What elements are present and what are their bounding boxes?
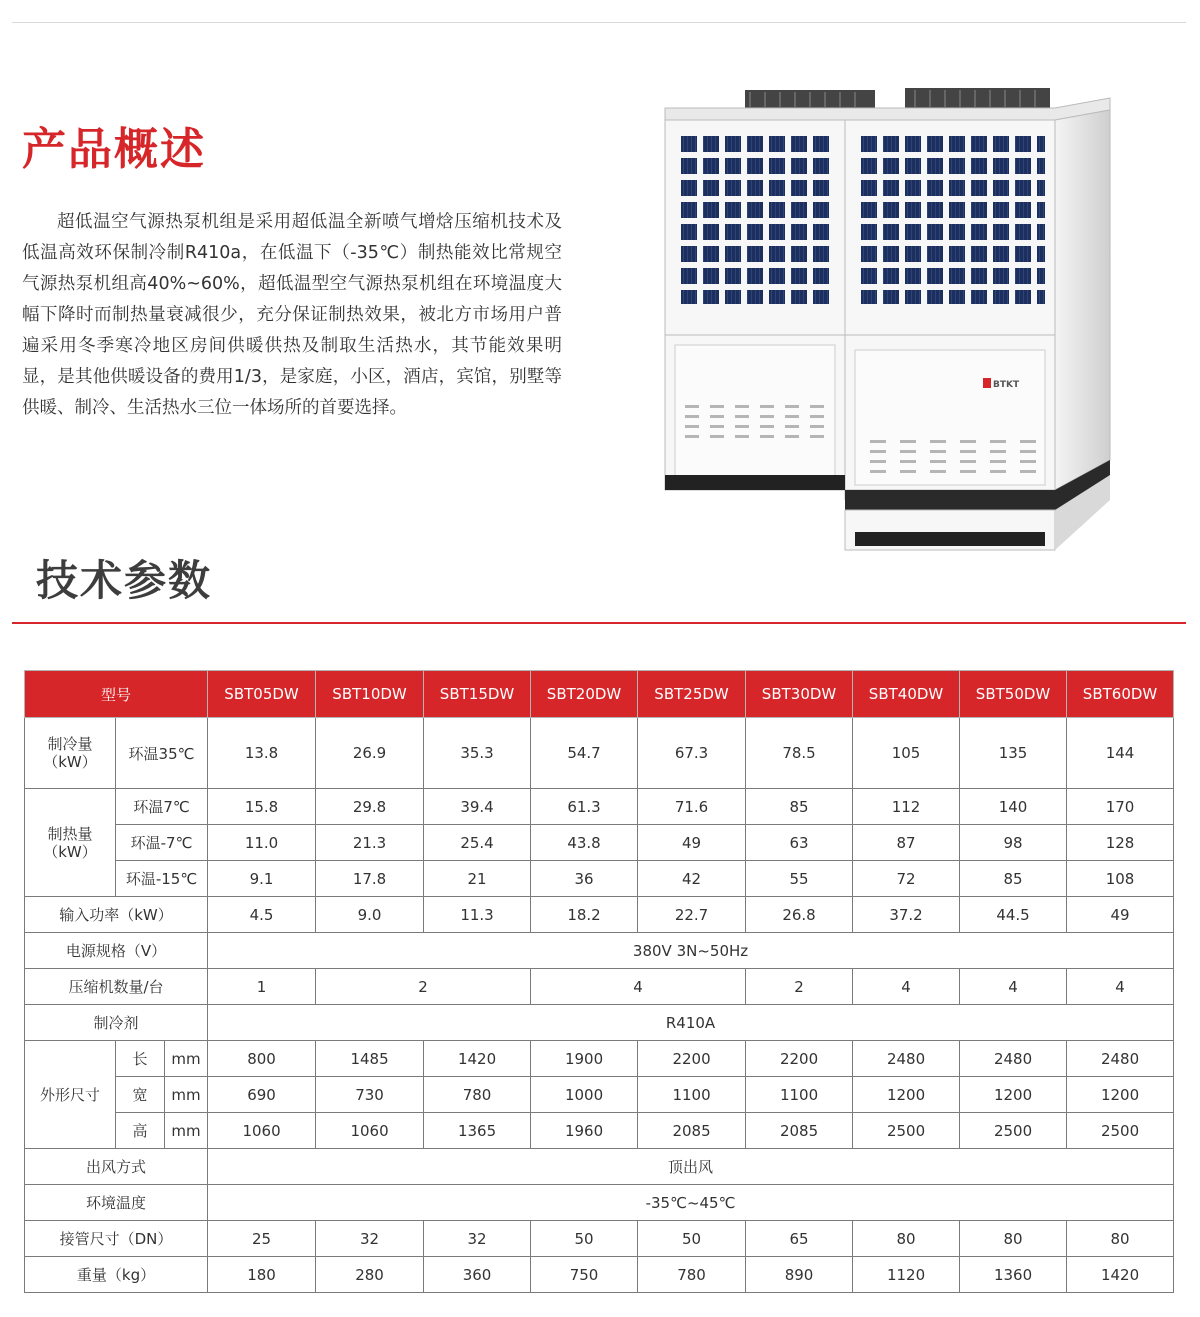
cooling-label: 制冷量 （kW） [25,718,116,789]
cell: 49 [1067,897,1174,933]
cell: 98 [960,825,1067,861]
cell: 29.8 [316,789,424,825]
heating-condition: 环温-15℃ [116,861,208,897]
params-title: 技术参数 [36,556,213,605]
dimension-name: 高 [116,1113,165,1149]
cell: 35.3 [424,718,531,789]
table-header-row [25,671,1174,718]
cell: 50 [638,1221,746,1257]
cell: 2 [316,969,531,1005]
pipe-size-row [25,1221,1174,1257]
overview-paragraph: 超低温空气源热泵机组是采用超低温全新喷气增焓压缩机技术及低温高效环保制冷制R410a，在低温下（-35℃）制热能效比常规空气源热泵机组高40%~60%，超低温型空气源热泵机组在环境温度大幅下降时而制热量衰减很少，充分保证制热效果，被北方市场用户普遍采用冬季寒冷地区房间供暖供热及制取生活热水，其节能效果明显，是其他供暖设备的费用1/3，是家庭，小区，酒店，宾馆，别墅等供暖、制冷、生活热水三位一体场所的首要选择。 [22,212,562,418]
cell: 54.7 [531,718,638,789]
cell: 55 [746,861,853,897]
cell: 144 [1067,718,1174,789]
input-power-row [25,897,1174,933]
cell: 105 [853,718,960,789]
cell: 50 [531,1221,638,1257]
cell: 1485 [316,1041,424,1077]
header-model: SBT10DW [316,671,424,718]
cell: 72 [853,861,960,897]
cell: 65 [746,1221,853,1257]
cell: 13.8 [208,718,316,789]
cell: 9.0 [316,897,424,933]
air-outlet-value: 顶出风 [208,1149,1174,1185]
cell: 21.3 [316,825,424,861]
cell: 1200 [1067,1077,1174,1113]
cell: 1200 [853,1077,960,1113]
dimension-row [25,1041,1174,1077]
cell: 780 [424,1077,531,1113]
heating-row [25,825,1174,861]
cell: 4 [960,969,1067,1005]
cell: 11.3 [424,897,531,933]
cell: 1 [208,969,316,1005]
cell: 750 [531,1257,638,1293]
cell: 2480 [960,1041,1067,1077]
compressor-label: 压缩机数量/台 [25,969,208,1005]
cell: 170 [1067,789,1174,825]
cell: 43.8 [531,825,638,861]
dimension-unit: mm [165,1041,208,1077]
cell: 44.5 [960,897,1067,933]
cell: 280 [316,1257,424,1293]
cell: 80 [853,1221,960,1257]
cell: 78.5 [746,718,853,789]
power-supply-row [25,933,1174,969]
dimension-unit: mm [165,1077,208,1113]
heating-condition: 环温7℃ [116,789,208,825]
cell: 26.8 [746,897,853,933]
cell: 2200 [638,1041,746,1077]
cell: 4.5 [208,897,316,933]
cell: 2500 [853,1113,960,1149]
header-model: SBT25DW [638,671,746,718]
header-model: SBT40DW [853,671,960,718]
dimension-row [25,1077,1174,1113]
cell: 37.2 [853,897,960,933]
power-supply-value: 380V 3N~50Hz [208,933,1174,969]
pipe-size-label: 接管尺寸（DN） [25,1221,208,1257]
input-power-label: 输入功率（kW） [25,897,208,933]
cell: 2500 [1067,1113,1174,1149]
heating-condition: 环温-7℃ [116,825,208,861]
cell: 32 [316,1221,424,1257]
header-model: SBT30DW [746,671,853,718]
cell: 1365 [424,1113,531,1149]
cell: 2085 [638,1113,746,1149]
cell: 1200 [960,1077,1067,1113]
air-outlet-label: 出风方式 [25,1149,208,1185]
header-model: SBT60DW [1067,671,1174,718]
cooling-row [25,718,1174,789]
heating-row [25,861,1174,897]
cell: 63 [746,825,853,861]
air-outlet-row [25,1149,1174,1185]
cell: 4 [531,969,746,1005]
refrigerant-label: 制冷剂 [25,1005,208,1041]
cell: 4 [1067,969,1174,1005]
cooling-condition: 环温35℃ [116,718,208,789]
cell: 42 [638,861,746,897]
header-model-label: 型号 [25,671,208,718]
header-model: SBT50DW [960,671,1067,718]
weight-row [25,1257,1174,1293]
cell: 36 [531,861,638,897]
cell: 1960 [531,1113,638,1149]
compressor-row [25,969,1174,1005]
cell: 690 [208,1077,316,1113]
cell: 80 [1067,1221,1174,1257]
ambient-label: 环境温度 [25,1185,208,1221]
cell: 2 [746,969,853,1005]
cell: 1360 [960,1257,1067,1293]
weight-label: 重量（kg） [25,1257,208,1293]
dimension-unit: mm [165,1113,208,1149]
cell: 1100 [638,1077,746,1113]
header-model: SBT15DW [424,671,531,718]
dimension-row [25,1113,1174,1149]
cell: 180 [208,1257,316,1293]
cell: 2200 [746,1041,853,1077]
cell: 112 [853,789,960,825]
cell: 39.4 [424,789,531,825]
header-model: SBT05DW [208,671,316,718]
cell: 1060 [316,1113,424,1149]
cell: 61.3 [531,789,638,825]
cell: 85 [746,789,853,825]
cell: 135 [960,718,1067,789]
cell: 800 [208,1041,316,1077]
overview-description [22,207,562,424]
cell: 9.1 [208,861,316,897]
cell: 1120 [853,1257,960,1293]
brand-logo-text: BTKT [993,380,1020,390]
cell: 2085 [746,1113,853,1149]
cell: 890 [746,1257,853,1293]
cell: 11.0 [208,825,316,861]
cell: 1420 [1067,1257,1174,1293]
top-divider [12,22,1186,23]
cell: 49 [638,825,746,861]
header-model: SBT20DW [531,671,638,718]
refrigerant-value: R410A [208,1005,1174,1041]
cell: 26.9 [316,718,424,789]
cell: 108 [1067,861,1174,897]
cell: 360 [424,1257,531,1293]
cell: 85 [960,861,1067,897]
cell: 2480 [853,1041,960,1077]
heat-pump-unit-image [655,80,1125,560]
cell: 80 [960,1221,1067,1257]
ambient-row [25,1185,1174,1221]
cell: 18.2 [531,897,638,933]
refrigerant-row [25,1005,1174,1041]
spec-table [24,670,1174,1293]
cell: 1000 [531,1077,638,1113]
cell: 128 [1067,825,1174,861]
cell: 780 [638,1257,746,1293]
dimension-name: 宽 [116,1077,165,1113]
cell: 1900 [531,1041,638,1077]
cell: 1420 [424,1041,531,1077]
power-supply-label: 电源规格（V） [25,933,208,969]
cell: 4 [853,969,960,1005]
cell: 140 [960,789,1067,825]
heating-label: 制热量 （kW） [25,789,116,897]
heating-row [25,789,1174,825]
dimension-name: 长 [116,1041,165,1077]
red-divider [12,622,1186,624]
cell: 1100 [746,1077,853,1113]
cell: 71.6 [638,789,746,825]
cell: 25 [208,1221,316,1257]
cell: 87 [853,825,960,861]
ambient-value: -35℃~45℃ [208,1185,1174,1221]
cell: 25.4 [424,825,531,861]
cell: 2480 [1067,1041,1174,1077]
cell: 17.8 [316,861,424,897]
cell: 1060 [208,1113,316,1149]
cell: 730 [316,1077,424,1113]
cell: 15.8 [208,789,316,825]
cell: 67.3 [638,718,746,789]
dimension-label: 外形尺寸 [25,1041,116,1149]
cell: 22.7 [638,897,746,933]
cell: 32 [424,1221,531,1257]
overview-title: 产品概述 [22,124,206,175]
cell: 2500 [960,1113,1067,1149]
cell: 21 [424,861,531,897]
